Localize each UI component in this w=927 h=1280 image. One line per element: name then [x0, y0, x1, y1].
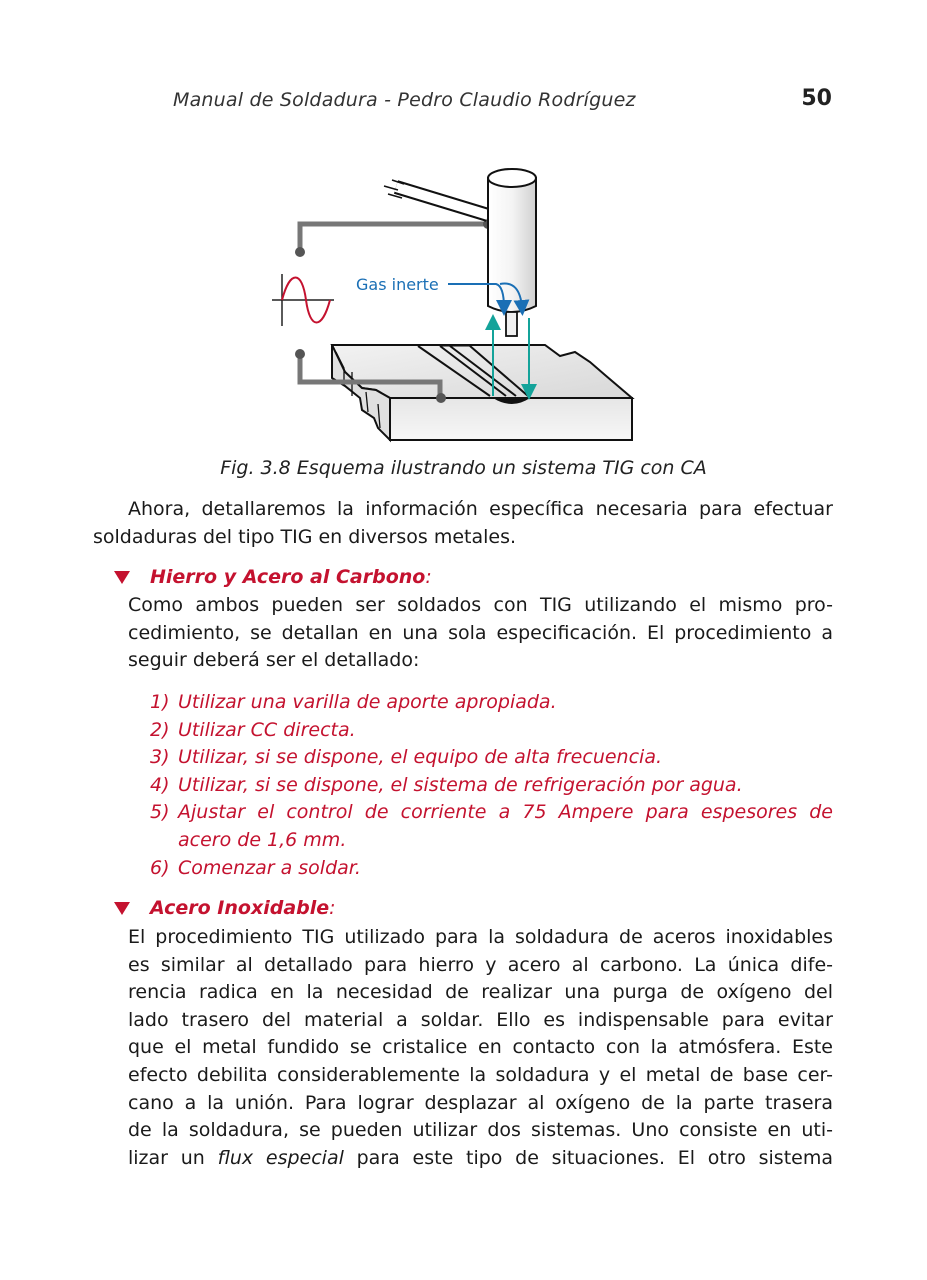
list-item	[150, 772, 833, 800]
paragraph-line: de la soldadura, se pueden utilizar dos sistemas. Uno consiste en uti-	[128, 1119, 833, 1142]
step-text: Comenzar a soldar.	[178, 856, 361, 879]
italic-term: flux especial	[217, 1146, 344, 1169]
list-item	[150, 744, 833, 772]
tig-torch	[488, 169, 536, 336]
plate-connector	[436, 393, 446, 403]
triangle-bullet-icon	[114, 902, 130, 915]
section1-paragraph	[128, 592, 833, 675]
step-number: 6)	[150, 856, 170, 879]
step-number: 1)	[150, 691, 170, 713]
page-number: 50	[801, 86, 832, 111]
running-title: Manual de Soldadura - Pedro Claudio Rodríguez	[173, 89, 636, 111]
section-heading-carbon-steel	[114, 566, 432, 588]
intro-paragraph	[93, 496, 833, 551]
terminal-top	[295, 247, 305, 257]
step-number: 4)	[150, 773, 170, 796]
section-colon: :	[425, 566, 432, 588]
step-number: 2)	[150, 718, 170, 741]
paragraph-line: efecto debilita considerablemente la soldadura y el metal de base cer-	[128, 1063, 833, 1086]
list-item	[150, 799, 833, 854]
paragraph-line: rencia radica en la necesidad de realizar una purga de oxígeno del	[128, 981, 833, 1004]
step-number: 5)	[150, 801, 170, 824]
paragraph-line: seguir deberá ser el detallado:	[128, 649, 420, 672]
list-item	[150, 717, 833, 745]
paragraph-line: cedimiento, se detallan en una sola especificación. El procedimiento a	[128, 621, 833, 644]
step-text: Utilizar CC directa.	[178, 718, 356, 741]
paragraph-line: El procedimiento TIG utilizado para la soldadura de aceros inoxidables	[128, 926, 833, 948]
paragraph-line	[128, 1145, 833, 1173]
section-colon: :	[329, 897, 336, 919]
procedure-steps	[150, 689, 833, 882]
text-run: lizar un	[128, 1146, 218, 1169]
ac-sine-icon	[272, 274, 334, 326]
paragraph-line: que el metal fundido se cristalice en contacto con la atmósfera. Este	[128, 1036, 833, 1059]
workpiece-plate	[332, 345, 632, 440]
intro-line: soldaduras del tipo TIG en diversos metales.	[93, 525, 517, 548]
step-text: Ajustar el control de corriente a 75 Ampere para espesores de	[178, 801, 833, 824]
list-item	[150, 689, 833, 717]
gas-label: Gas inerte	[356, 275, 439, 294]
section-title: Hierro y Acero al Carbono	[150, 566, 426, 588]
section2-paragraph	[128, 924, 833, 1172]
tungsten-electrode	[506, 312, 517, 336]
paragraph-line: lado trasero del material a soldar. Ello es indispensable para evitar	[128, 1008, 833, 1031]
step-text: Utilizar, si se dispone, el equipo de alta frecuencia.	[178, 746, 662, 769]
triangle-bullet-icon	[114, 571, 130, 584]
step-text-continued: acero de 1,6 mm.	[178, 828, 347, 851]
step-text: Utilizar, si se dispone, el sistema de refrigeración por agua.	[178, 773, 743, 796]
terminal-bottom	[295, 349, 305, 359]
step-number: 3)	[150, 746, 170, 769]
torch-hose	[384, 180, 488, 215]
list-item	[150, 855, 833, 883]
paragraph-line: es similar al detallado para hierro y acero al carbono. La única dife-	[128, 953, 833, 976]
text-run: para este tipo de situaciones. El otro sistema	[343, 1146, 833, 1169]
figure-caption: Fig. 3.8 Esquema ilustrando un sistema TIG con CA	[220, 457, 707, 479]
intro-line: Ahora, detallaremos la información específica necesaria para efectuar	[128, 498, 833, 520]
tig-diagram	[0, 0, 927, 460]
section-heading-stainless-steel	[114, 897, 336, 919]
paragraph-line: cano a la unión. Para lograr desplazar al oxígeno de la parte trasera	[128, 1091, 833, 1114]
section-title: Acero Inoxidable	[150, 897, 330, 919]
paragraph-line: Como ambos pueden ser soldados con TIG utilizando el mismo pro-	[128, 594, 833, 616]
step-text: Utilizar una varilla de aporte apropiada.	[178, 691, 557, 713]
